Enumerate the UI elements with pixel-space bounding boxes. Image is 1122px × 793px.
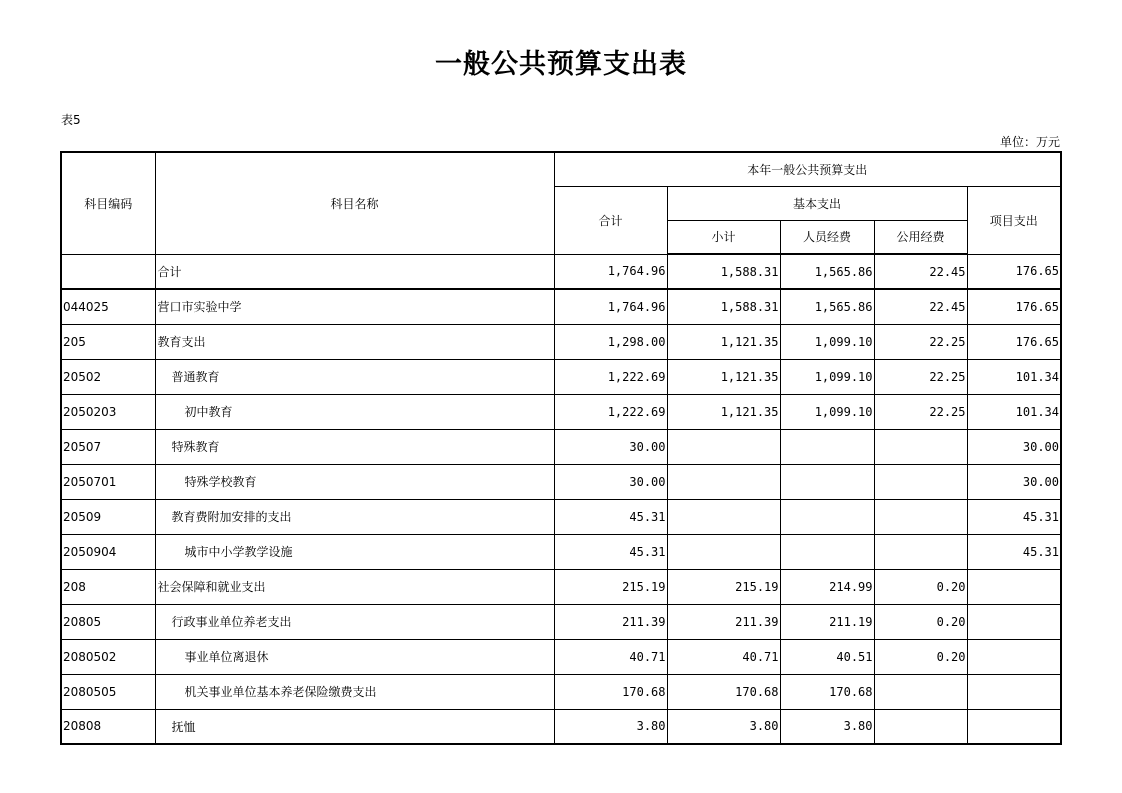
row-code: 2080502 (61, 639, 155, 674)
row-personnel: 1,565.86 (780, 254, 874, 289)
row-code: 20509 (61, 499, 155, 534)
table-row (61, 429, 1061, 464)
row-subtotal: 1,588.31 (667, 254, 780, 289)
row-personnel: 211.19 (780, 604, 874, 639)
row-subtotal: 170.68 (667, 674, 780, 709)
row-project: 176.65 (967, 254, 1061, 289)
row-public (874, 534, 967, 569)
header-basic: 基本支出 (667, 186, 967, 220)
row-public: 22.45 (874, 289, 967, 324)
table-number: 表5 (61, 113, 81, 127)
row-public: 22.25 (874, 324, 967, 359)
row-project: 45.31 (967, 534, 1061, 569)
row-project: 30.00 (967, 429, 1061, 464)
header-code: 科目编码 (61, 152, 155, 254)
row-total: 211.39 (554, 604, 667, 639)
row-total: 1,764.96 (554, 254, 667, 289)
row-personnel (780, 464, 874, 499)
row-project: 176.65 (967, 289, 1061, 324)
table-row (61, 709, 1061, 744)
row-project: 101.34 (967, 394, 1061, 429)
row-personnel: 214.99 (780, 569, 874, 604)
row-public: 22.25 (874, 359, 967, 394)
row-project (967, 604, 1061, 639)
row-name: 社会保障和就业支出 (155, 569, 554, 604)
row-subtotal: 211.39 (667, 604, 780, 639)
header-total: 合计 (554, 186, 667, 254)
table-row (61, 499, 1061, 534)
row-project (967, 639, 1061, 674)
row-code: 20507 (61, 429, 155, 464)
row-total: 1,222.69 (554, 359, 667, 394)
row-public: 0.20 (874, 569, 967, 604)
row-code: 044025 (61, 289, 155, 324)
row-total: 30.00 (554, 464, 667, 499)
table-row (61, 464, 1061, 499)
unit-label: 单位：万元 (999, 135, 1060, 149)
header-public: 公用经费 (874, 220, 967, 254)
row-name: 抚恤 (155, 709, 554, 744)
row-public (874, 674, 967, 709)
row-project (967, 709, 1061, 744)
header-personnel: 人员经费 (780, 220, 874, 254)
row-personnel: 40.51 (780, 639, 874, 674)
table-row (61, 289, 1061, 324)
table-body (61, 254, 1061, 744)
row-subtotal (667, 429, 780, 464)
row-public (874, 429, 967, 464)
table-row (61, 639, 1061, 674)
row-subtotal (667, 534, 780, 569)
row-project (967, 569, 1061, 604)
row-project (967, 674, 1061, 709)
row-name: 事业单位离退休 (155, 639, 554, 674)
row-code: 205 (61, 324, 155, 359)
row-personnel: 1,099.10 (780, 394, 874, 429)
row-subtotal: 40.71 (667, 639, 780, 674)
table-row (61, 254, 1061, 289)
table-row (61, 359, 1061, 394)
row-name: 特殊学校教育 (155, 464, 554, 499)
header-name: 科目名称 (155, 152, 554, 254)
row-project: 45.31 (967, 499, 1061, 534)
row-project: 101.34 (967, 359, 1061, 394)
row-name: 教育费附加安排的支出 (155, 499, 554, 534)
row-public (874, 499, 967, 534)
row-personnel: 170.68 (780, 674, 874, 709)
row-code: 2050701 (61, 464, 155, 499)
row-total: 1,298.00 (554, 324, 667, 359)
row-project: 176.65 (967, 324, 1061, 359)
row-name: 合计 (155, 254, 554, 289)
table-row (61, 569, 1061, 604)
row-code: 20805 (61, 604, 155, 639)
row-code: 20808 (61, 709, 155, 744)
row-total: 45.31 (554, 534, 667, 569)
table-row (61, 534, 1061, 569)
row-subtotal: 215.19 (667, 569, 780, 604)
table-header (61, 152, 1061, 254)
header-project: 项目支出 (967, 186, 1061, 254)
row-subtotal: 1,121.35 (667, 359, 780, 394)
row-total: 45.31 (554, 499, 667, 534)
row-personnel: 3.80 (780, 709, 874, 744)
row-name: 特殊教育 (155, 429, 554, 464)
row-name: 城市中小学教学设施 (155, 534, 554, 569)
row-subtotal: 3.80 (667, 709, 780, 744)
row-total: 40.71 (554, 639, 667, 674)
table-row (61, 674, 1061, 709)
row-public (874, 464, 967, 499)
row-name: 机关事业单位基本养老保险缴费支出 (155, 674, 554, 709)
header-subtotal: 小计 (667, 220, 780, 254)
budget-table (60, 151, 1062, 745)
row-code: 2080505 (61, 674, 155, 709)
row-code: 2050203 (61, 394, 155, 429)
row-subtotal: 1,588.31 (667, 289, 780, 324)
row-subtotal (667, 499, 780, 534)
row-project: 30.00 (967, 464, 1061, 499)
row-code: 20502 (61, 359, 155, 394)
table-row (61, 394, 1061, 429)
row-personnel (780, 499, 874, 534)
header-group: 本年一般公共预算支出 (554, 152, 1061, 186)
row-name: 营口市实验中学 (155, 289, 554, 324)
row-total: 1,222.69 (554, 394, 667, 429)
row-total: 3.80 (554, 709, 667, 744)
row-personnel: 1,099.10 (780, 359, 874, 394)
row-public: 0.20 (874, 604, 967, 639)
row-personnel (780, 534, 874, 569)
row-total: 215.19 (554, 569, 667, 604)
row-public: 0.20 (874, 639, 967, 674)
row-public: 22.25 (874, 394, 967, 429)
row-personnel: 1,565.86 (780, 289, 874, 324)
table-row (61, 604, 1061, 639)
row-code: 208 (61, 569, 155, 604)
row-public: 22.45 (874, 254, 967, 289)
row-name: 初中教育 (155, 394, 554, 429)
row-total: 1,764.96 (554, 289, 667, 324)
row-subtotal: 1,121.35 (667, 324, 780, 359)
row-name: 教育支出 (155, 324, 554, 359)
table-row (61, 324, 1061, 359)
row-total: 30.00 (554, 429, 667, 464)
row-code (61, 254, 155, 289)
row-total: 170.68 (554, 674, 667, 709)
row-public (874, 709, 967, 744)
row-subtotal (667, 464, 780, 499)
row-name: 行政事业单位养老支出 (155, 604, 554, 639)
row-name: 普通教育 (155, 359, 554, 394)
row-personnel (780, 429, 874, 464)
row-personnel: 1,099.10 (780, 324, 874, 359)
page-title: 一般公共预算支出表 (435, 49, 687, 80)
row-code: 2050904 (61, 534, 155, 569)
row-subtotal: 1,121.35 (667, 394, 780, 429)
